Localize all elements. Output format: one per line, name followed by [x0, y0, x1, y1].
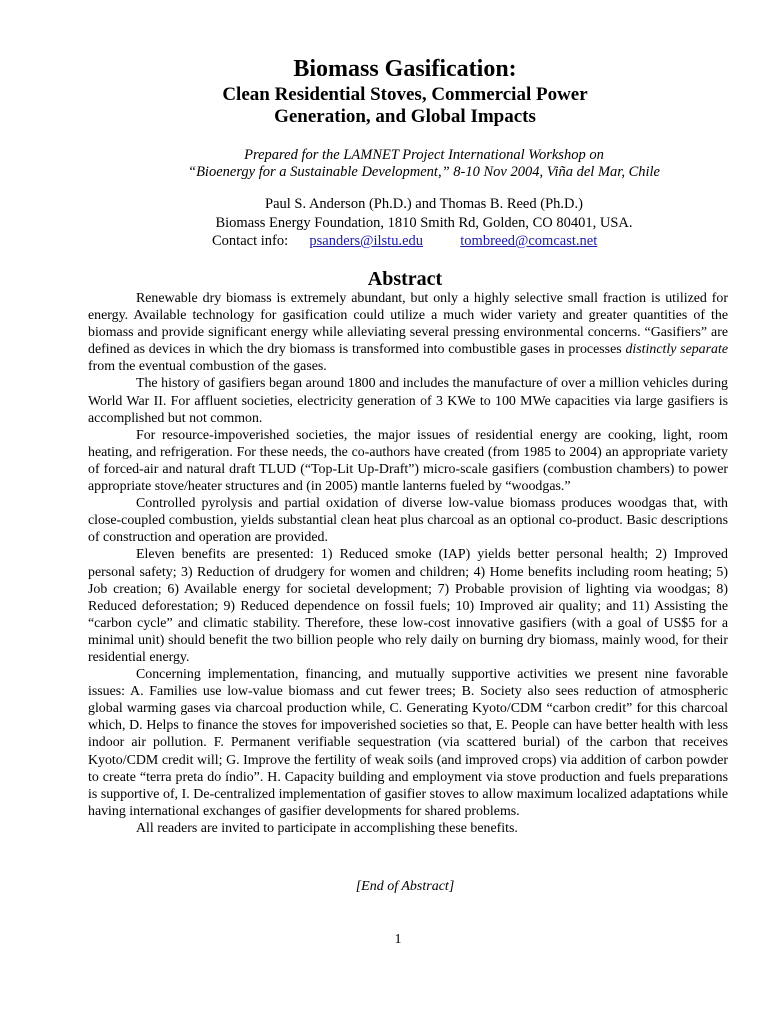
affiliation: Biomass Energy Foundation, 1810 Smith Rd, Golden, CO 80401, USA.: [215, 215, 633, 231]
emphasis-text: distinctly separate: [625, 342, 728, 358]
abstract-paragraph-3: For resource-impoverished societies, the major issues of residential energy are cooking, light, room heating, and refrigeration. For these needs, the co-authors have created (from 1985 to 2004) an appropriate variety of forced-air and natural draft TLUD (“Top-Lit Up-Draft”) micro-scale gasifiers (combustion chambers) to power appropriate stove/heater structures and (in 2005) mantle lanterns fueled by “woodgas.”: [88, 427, 728, 495]
abstract-heading: Abstract: [367, 268, 443, 290]
abstract-body: [88, 290, 728, 837]
paper-subtitle-line-2: Generation, and Global Impacts: [274, 106, 536, 127]
paper-title: Biomass Gasification:: [293, 56, 517, 82]
abstract-paragraph-1: Renewable dry biomass is extremely abundant, but only a highly selective small fraction is utilized for energy. Available technology for gasification could utilize a much wider variety and greater quantities of the biomass and provide significant energy while alleviating several pressing environmental concerns. “Gasifiers” are defined as devices in which the dry biomass is transformed into combustible gases in processes distinctly separate from the eventual combustion of the gases.: [88, 291, 728, 375]
abstract-paragraph-6: Concerning implementation, financing, and mutually supportive activities we present nine favorable issues: A. Families use low-value biomass and cut fewer trees; B. Society also sees reduction of atmospheric global warming gases via charcoal production while, C. Generating Kyoto/CDM “carbon credit” for this charcoal which, D. Helps to finance the stoves for impoverished societies so that, E. People can have better health with less indoor air pollution. F. Permanent verifiable sequestration (via scattered burial) of the carbon that receives Kyoto/CDM credit will; G. Improve the fertility of weak soils (and improved crops) via addition of carbon powder to create “terra preta do índio”. H. Capacity building and employment via stove production and fuels preparations is supportive of, I. De-centralized implementation of gasifier stoves to allow maximum localized adaptations while having international exchanges of gasifier developments for shared problems.: [88, 667, 728, 819]
page-number: 1: [394, 932, 402, 947]
authors: Paul S. Anderson (Ph.D.) and Thomas B. Reed (Ph.D.): [265, 196, 583, 212]
contact-info: [212, 233, 597, 250]
prepared-for-line-2: “Bioenergy for a Sustainable Development,” 8-10 Nov 2004, Viña del Mar, Chile: [188, 164, 660, 180]
email-link-reed[interactable]: tombreed@comcast.net: [460, 233, 598, 249]
abstract-paragraph-7: All readers are invited to participate in accomplishing these benefits.: [136, 820, 518, 836]
paper-subtitle-line-1: Clean Residential Stoves, Commercial Power: [222, 84, 588, 105]
contact-label: Contact info:: [212, 233, 289, 249]
email-link-anderson[interactable]: psanders@ilstu.edu: [309, 233, 424, 249]
prepared-for-line-1: Prepared for the LAMNET Project International Workshop on: [244, 147, 604, 163]
end-of-abstract: [End of Abstract]: [355, 879, 455, 894]
abstract-paragraph-4: Controlled pyrolysis and partial oxidation of diverse low-value biomass produces woodgas that, with close-coupled combustion, yields substantial clean heat plus charcoal as an optional co-product. Basic descriptions of construction and operation are provided.: [88, 496, 728, 546]
abstract-paragraph-5: Eleven benefits are presented: 1) Reduced smoke (IAP) yields better personal health; 2) Improved personal safety; 3) Reduction of drudgery for women and children; 4) Home benefits including room heating; 5) Job creation; 6) Available energy for societal development; 7) Probable provision of lighting via woodgas; 8) Reduced deforestation; 9) Reduced dependence on fossil fuels; 10) Improved air quality; and 11) Assisting the “carbon cycle” and climatic stability. Therefore, these low-cost innovative gasifiers (with a goal of US$5 for a minimal unit) should benefit the two billion people who rely daily on burning dry biomass, mainly wood, for their residential energy.: [88, 547, 728, 665]
abstract-paragraph-2: The history of gasifiers began around 1800 and includes the manufacture of over a million vehicles during World War II. For affluent societies, electricity generation of 3 KWe to 100 MWe capacities via large gasifiers is accomplished but not common.: [88, 376, 728, 426]
